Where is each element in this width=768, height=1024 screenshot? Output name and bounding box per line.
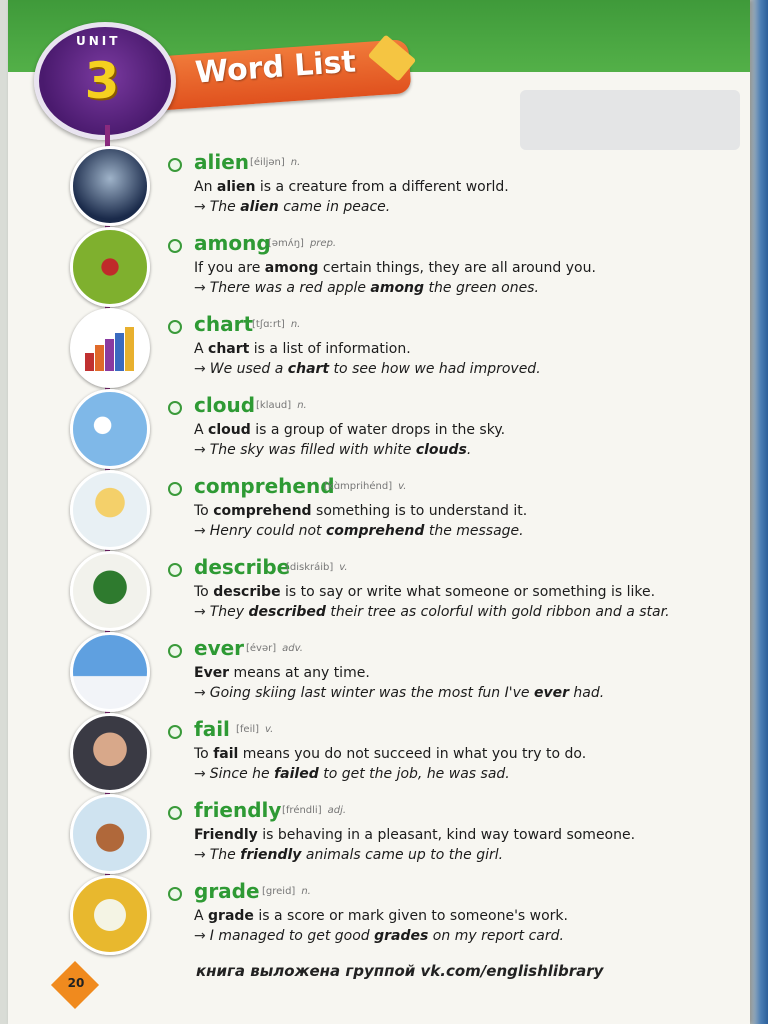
page-number: 20 [67, 976, 85, 990]
phonetic: [klaud] [256, 400, 292, 411]
phonetic-and-pos [286, 562, 348, 573]
book-edge [750, 0, 768, 1024]
arrow-icon: → [194, 847, 206, 863]
phonetic: [tʃɑːrt] [252, 319, 285, 330]
bullet-icon [168, 563, 182, 577]
example-sentence: → They described their tree as colorful with gold ribbon and a star. [194, 604, 670, 620]
arrow-icon: → [194, 604, 206, 620]
example-sentence: → Henry could not comprehend the message. [194, 523, 524, 539]
arrow-icon: → [194, 280, 206, 296]
phonetic-and-pos [252, 319, 300, 330]
phonetic-and-pos [256, 400, 307, 411]
arrow-icon: → [194, 199, 206, 215]
example-sentence: → Since he failed to get the job, he was sad. [194, 766, 510, 782]
word-illustration-comprehend [70, 470, 150, 550]
unit-label: UNIT [76, 34, 121, 48]
phonetic-and-pos [250, 157, 300, 168]
arrow-icon: → [194, 523, 206, 539]
definition: Friendly is behaving in a pleasant, kind way toward someone. [194, 827, 636, 843]
definition: If you are among certain things, they are all around you. [194, 260, 596, 276]
word-illustration-chart [70, 308, 150, 388]
definition: To comprehend something is to understand it. [194, 503, 528, 519]
example-sentence: → The sky was filled with white clouds. [194, 442, 472, 458]
headword: comprehend [194, 474, 335, 498]
definition: To describe is to say or write what someone or something is like. [194, 584, 656, 600]
part-of-speech: n. [297, 400, 307, 411]
word-illustration-cloud [70, 389, 150, 469]
part-of-speech: n. [290, 319, 301, 330]
headword: chart [194, 312, 254, 336]
arrow-icon: → [194, 766, 206, 782]
definition: Ever means at any time. [194, 665, 370, 681]
word-entry [0, 393, 740, 473]
part-of-speech: v. [398, 481, 407, 492]
word-entry [0, 555, 740, 635]
arrow-icon: → [194, 685, 206, 701]
word-illustration-alien [70, 146, 150, 226]
unit-number: 3 [84, 52, 120, 110]
chart-illustration-bar [85, 353, 94, 371]
footer-note: книга выложена группой vk.com/englishlibrary [196, 962, 604, 980]
part-of-speech: prep. [309, 238, 337, 249]
definition: An alien is a creature from a different world. [194, 179, 509, 195]
chart-illustration-bar [105, 339, 114, 371]
chart-illustration-bar [115, 333, 124, 371]
phonetic: [évər] [246, 643, 277, 654]
arrow-icon: → [194, 361, 206, 377]
example-sentence: → The friendly animals came up to the girl. [194, 847, 504, 863]
phonetic-and-pos [262, 886, 311, 897]
part-of-speech: n. [301, 886, 311, 897]
example-sentence: → Going skiing last winter was the most fun I've ever had. [194, 685, 605, 701]
word-illustration-friendly [70, 794, 150, 874]
phonetic-and-pos [324, 481, 406, 492]
page-title: Word List [193, 44, 357, 91]
headword: cloud [194, 393, 256, 417]
arrow-icon: → [194, 928, 206, 944]
phonetic-and-pos [246, 643, 303, 654]
bullet-icon [168, 320, 182, 334]
show-through-text [520, 90, 740, 150]
headword: describe [194, 555, 291, 579]
phonetic: [əmʌ́ŋ] [268, 238, 304, 249]
arrow-icon: → [194, 442, 206, 458]
phonetic: [greid] [262, 886, 296, 897]
part-of-speech: v. [339, 562, 348, 573]
bullet-icon [168, 644, 182, 658]
bullet-icon [168, 482, 182, 496]
word-entry [0, 798, 740, 878]
definition: To fail means you do not succeed in what you try to do. [194, 746, 587, 762]
bullet-icon [168, 158, 182, 172]
example-sentence: → I managed to get good grades on my report card. [194, 928, 564, 944]
part-of-speech: n. [290, 157, 301, 168]
phonetic: [diskráib] [286, 562, 334, 573]
phonetic: [feil] [236, 724, 260, 735]
headword: fail [194, 717, 230, 741]
phonetic: [fréndli] [282, 805, 322, 816]
bullet-icon [168, 806, 182, 820]
bullet-icon [168, 401, 182, 415]
bullet-icon [168, 725, 182, 739]
example-sentence: → We used a chart to see how we had improved. [194, 361, 541, 377]
phonetic: [éiljən] [250, 157, 285, 168]
phonetic: [kɑ̀mprihénd] [324, 481, 393, 492]
part-of-speech: adv. [282, 643, 303, 654]
word-illustration-ever [70, 632, 150, 712]
word-entry [0, 312, 740, 392]
headword: alien [194, 150, 250, 174]
part-of-speech: v. [265, 724, 274, 735]
word-entry [0, 474, 740, 554]
phonetic-and-pos [282, 805, 346, 816]
word-illustration-fail [70, 713, 150, 793]
word-entry [0, 879, 740, 959]
definition: A chart is a list of information. [194, 341, 411, 357]
word-entry [0, 717, 740, 797]
headword: grade [194, 879, 260, 903]
definition: A grade is a score or mark given to someone's work. [194, 908, 568, 924]
headword: friendly [194, 798, 282, 822]
chart-illustration-bar [125, 327, 134, 371]
bullet-icon [168, 887, 182, 901]
example-sentence: → There was a red apple among the green ones. [194, 280, 539, 296]
bullet-icon [168, 239, 182, 253]
word-entry [0, 636, 740, 716]
example-sentence: → The alien came in peace. [194, 199, 391, 215]
phonetic-and-pos [268, 238, 336, 249]
chart-illustration-bar [95, 345, 104, 371]
definition: A cloud is a group of water drops in the sky. [194, 422, 506, 438]
word-illustration-grade [70, 875, 150, 955]
headword: ever [194, 636, 245, 660]
word-entry [0, 231, 740, 311]
word-illustration-among [70, 227, 150, 307]
word-entry [0, 150, 740, 230]
headword: among [194, 231, 271, 255]
word-illustration-describe [70, 551, 150, 631]
part-of-speech: adj. [327, 805, 347, 816]
phonetic-and-pos [236, 724, 273, 735]
